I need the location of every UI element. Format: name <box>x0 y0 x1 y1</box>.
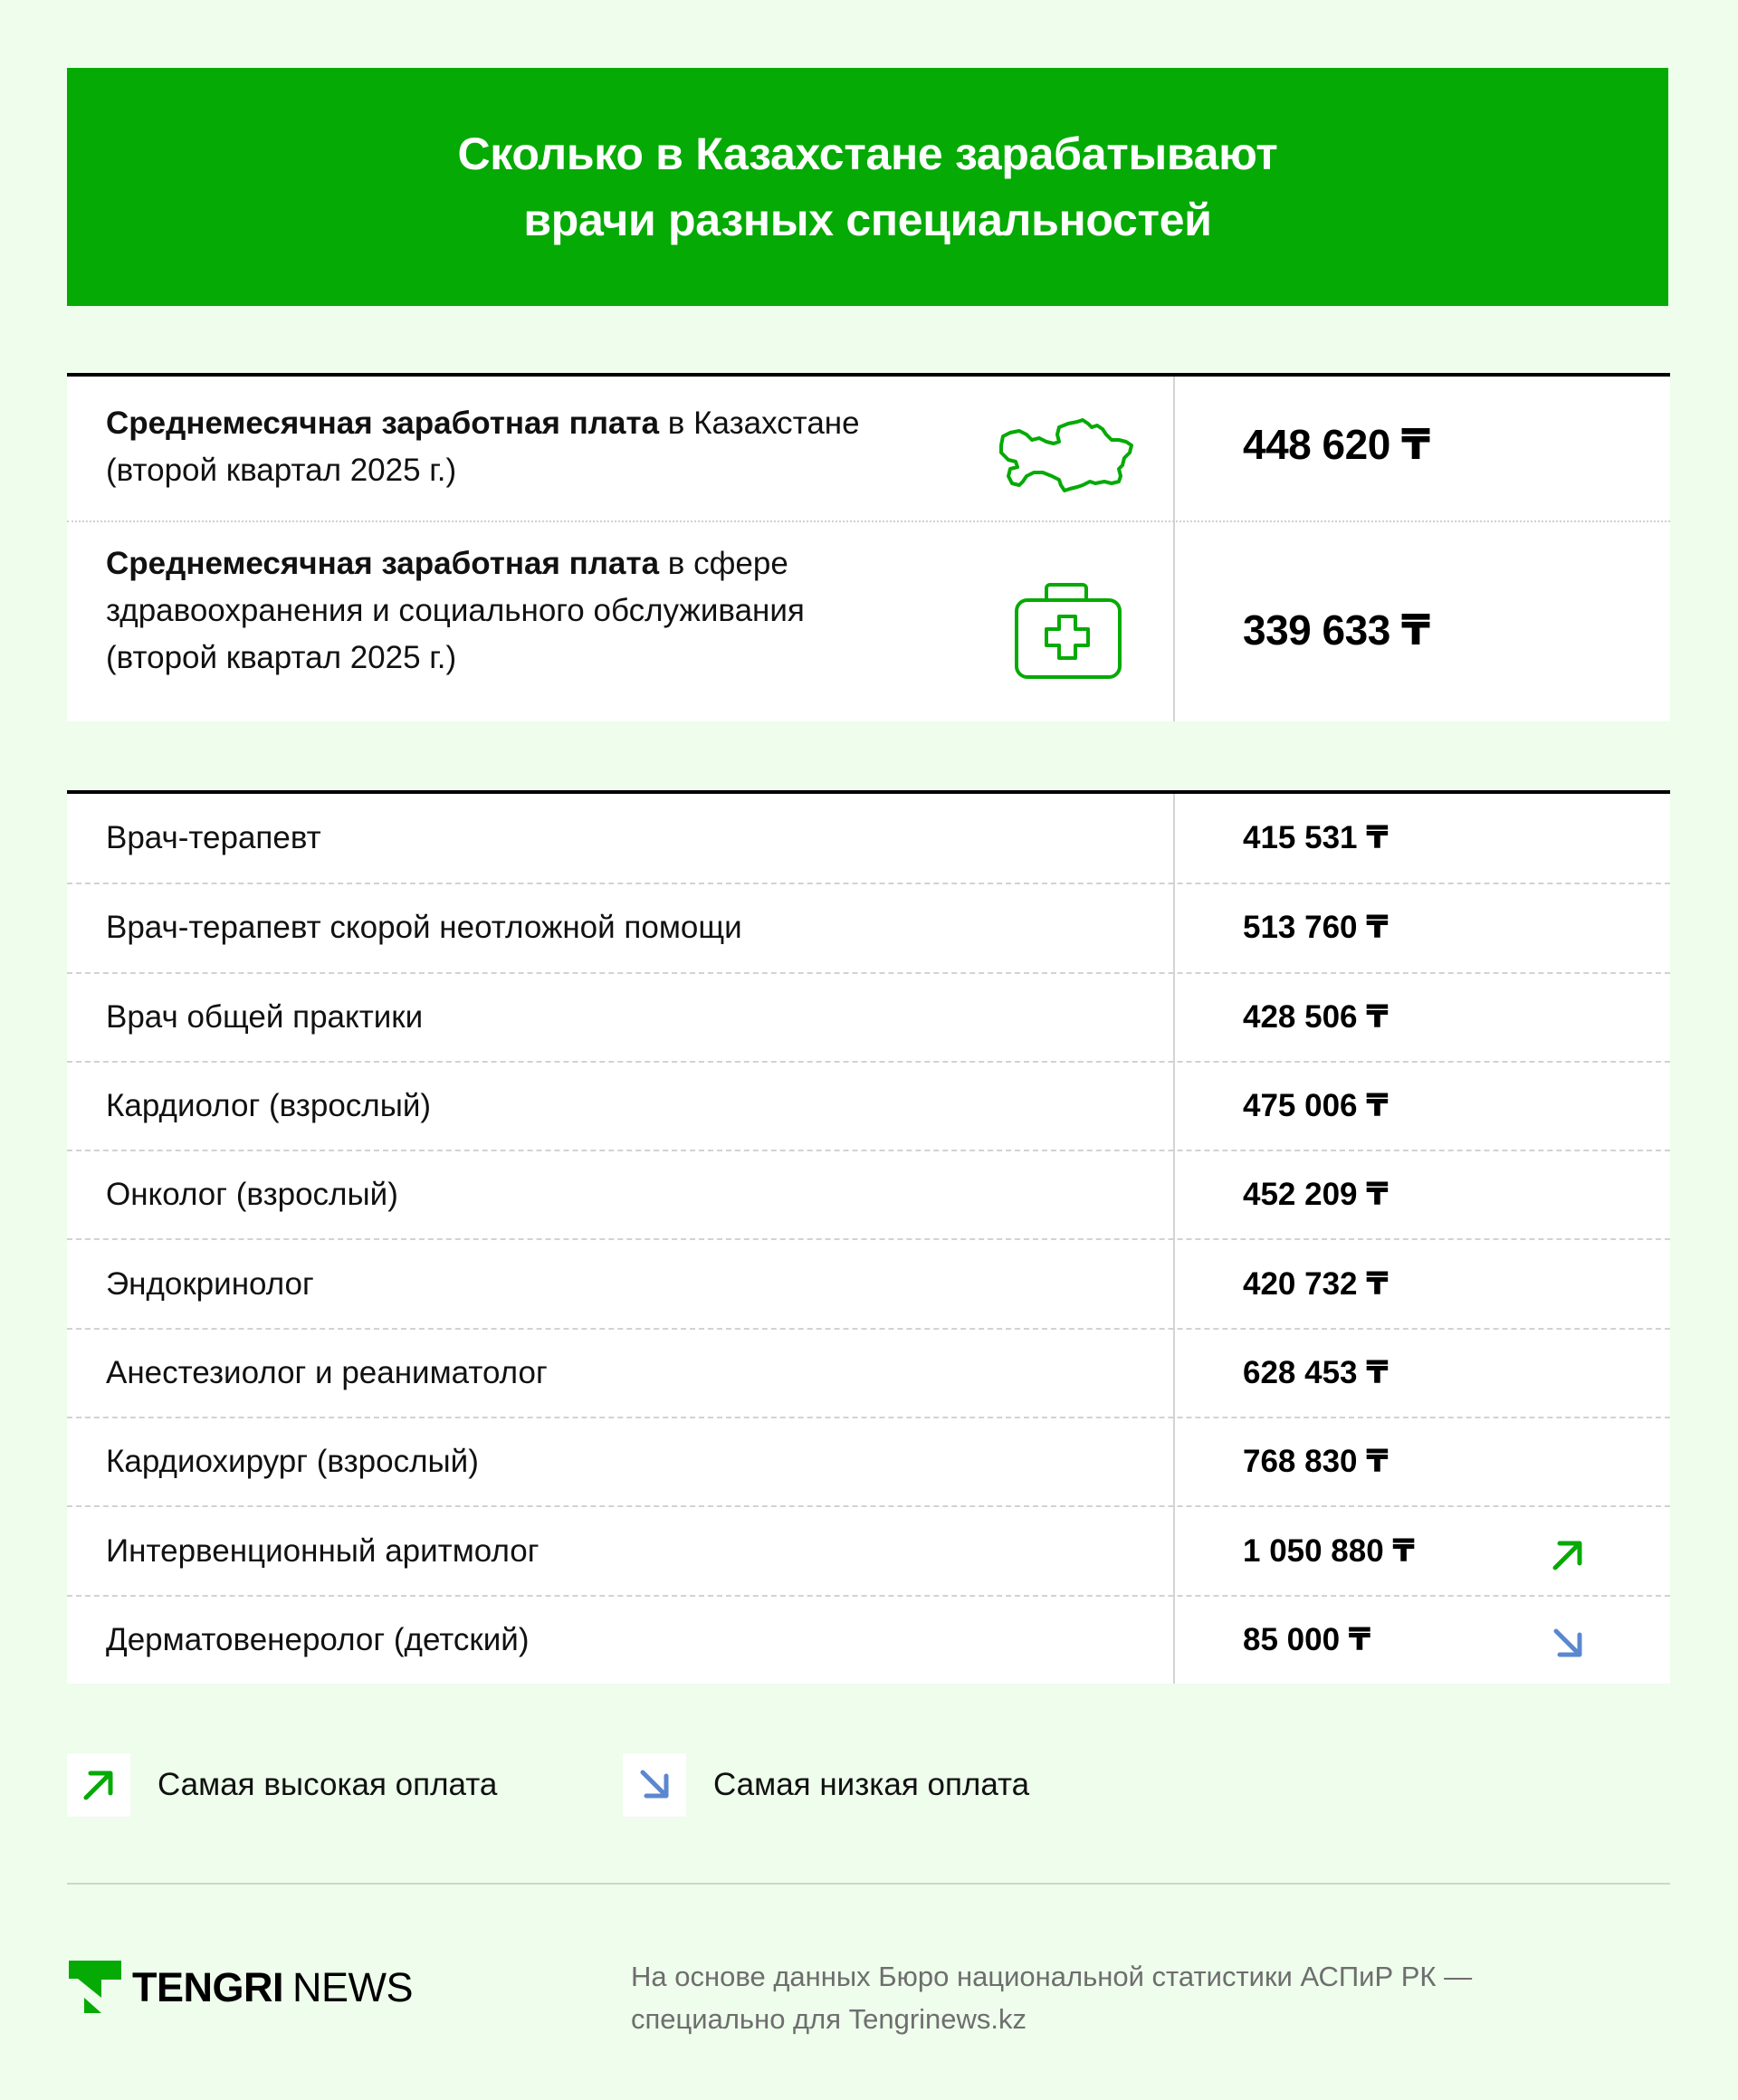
tengri-logo-mark-icon <box>69 1961 121 2013</box>
legend-swatch <box>67 1753 130 1817</box>
tengri-news-logo <box>69 1961 413 2013</box>
summary-label <box>106 400 993 494</box>
salary-value: 428 506 ₸ <box>1243 998 1389 1035</box>
summary-label-rest: в сфере <box>659 546 788 581</box>
legend-item-highest <box>67 1753 497 1817</box>
page-title <box>458 121 1278 253</box>
summary-label-bold: Среднемесячная заработная плата <box>106 546 660 581</box>
logo-word-news: NEWS <box>292 1963 414 2010</box>
summary-label-period: (второй квартал 2025 г.) <box>106 453 457 488</box>
salary-value: 85 000 ₸ <box>1243 1621 1371 1657</box>
salary-value: 475 006 ₸ <box>1243 1088 1389 1124</box>
legend-label: Самая высокая оплата <box>158 1767 498 1802</box>
summary-label-bold: Среднемесячная заработная плата <box>106 406 660 441</box>
salary-value: 513 760 ₸ <box>1243 910 1389 946</box>
salary-value: 1 050 880 ₸ <box>1243 1532 1415 1569</box>
source-line-2: специально для Tengrinews.kz <box>631 2003 1027 2035</box>
table-row <box>67 1238 1670 1327</box>
salary-value: 415 531 ₸ <box>1243 820 1389 856</box>
specialty-label: Эндокринолог <box>106 1265 314 1302</box>
specialty-label: Дерматовенеролог (детский) <box>106 1621 530 1657</box>
salary-value: 628 453 ₸ <box>1243 1354 1389 1390</box>
salary-value: 452 209 ₸ <box>1243 1177 1389 1213</box>
legend-swatch <box>623 1753 686 1817</box>
source-note <box>631 1955 1627 2040</box>
arrow-up-right-icon <box>79 1765 119 1805</box>
table-row <box>67 1417 1670 1505</box>
summary-label-period: (второй квартал 2025 г.) <box>106 640 457 675</box>
summary-table <box>67 373 1670 721</box>
title-line-2: врачи разных специальностей <box>523 194 1212 245</box>
specialty-label: Кардиолог (взрослый) <box>106 1088 432 1124</box>
specialty-label: Врач общей практики <box>106 998 424 1035</box>
table-row <box>67 1061 1670 1150</box>
table-row <box>67 1505 1670 1594</box>
medkit-icon <box>1014 582 1122 680</box>
specialty-label: Анестезиолог и реаниматолог <box>106 1354 548 1390</box>
table-row <box>67 1328 1670 1417</box>
specialty-label: Интервенционный аритмолог <box>106 1532 540 1569</box>
salary-table <box>67 790 1670 1684</box>
summary-label <box>106 540 993 682</box>
table-row <box>67 794 1670 883</box>
legend-label: Самая низкая оплата <box>713 1767 1030 1802</box>
legend-item-lowest <box>623 1753 1029 1817</box>
table-row <box>67 1595 1670 1684</box>
title-line-1: Сколько в Казахстане зарабатывают <box>457 128 1278 179</box>
specialty-label: Врач-терапевт скорой неотложной помощи <box>106 910 742 946</box>
kazakhstan-map-icon <box>996 416 1137 492</box>
table-row <box>67 883 1670 971</box>
salary-value: 420 732 ₸ <box>1243 1265 1389 1302</box>
arrow-down-right-icon <box>635 1765 674 1805</box>
specialty-label: Кардиохирург (взрослый) <box>106 1444 479 1480</box>
arrow-up-right-icon <box>1548 1535 1588 1575</box>
specialty-label: Врач-терапевт <box>106 820 321 856</box>
specialty-label: Онколог (взрослый) <box>106 1177 398 1213</box>
arrow-down-right-icon <box>1548 1624 1588 1664</box>
source-line-1: На основе данных Бюро национальной статистики АСПиР РК — <box>631 1961 1473 1992</box>
salary-value: 768 830 ₸ <box>1243 1444 1389 1480</box>
logo-wordmark <box>132 1963 414 2010</box>
summary-row-kazakhstan <box>67 377 1670 520</box>
table-row <box>67 972 1670 1061</box>
logo-word-tengri: TENGRI <box>132 1963 284 2010</box>
summary-value: 448 620 ₸ <box>1243 421 1430 468</box>
table-row <box>67 1150 1670 1238</box>
footer-divider <box>67 1883 1670 1885</box>
summary-label-sector: здравоохранения и социального обслуживания <box>106 593 805 628</box>
summary-label-rest: в Казахстане <box>659 406 860 441</box>
summary-row-healthcare <box>67 522 1670 721</box>
summary-value: 339 633 ₸ <box>1243 606 1430 654</box>
title-banner <box>67 68 1668 306</box>
